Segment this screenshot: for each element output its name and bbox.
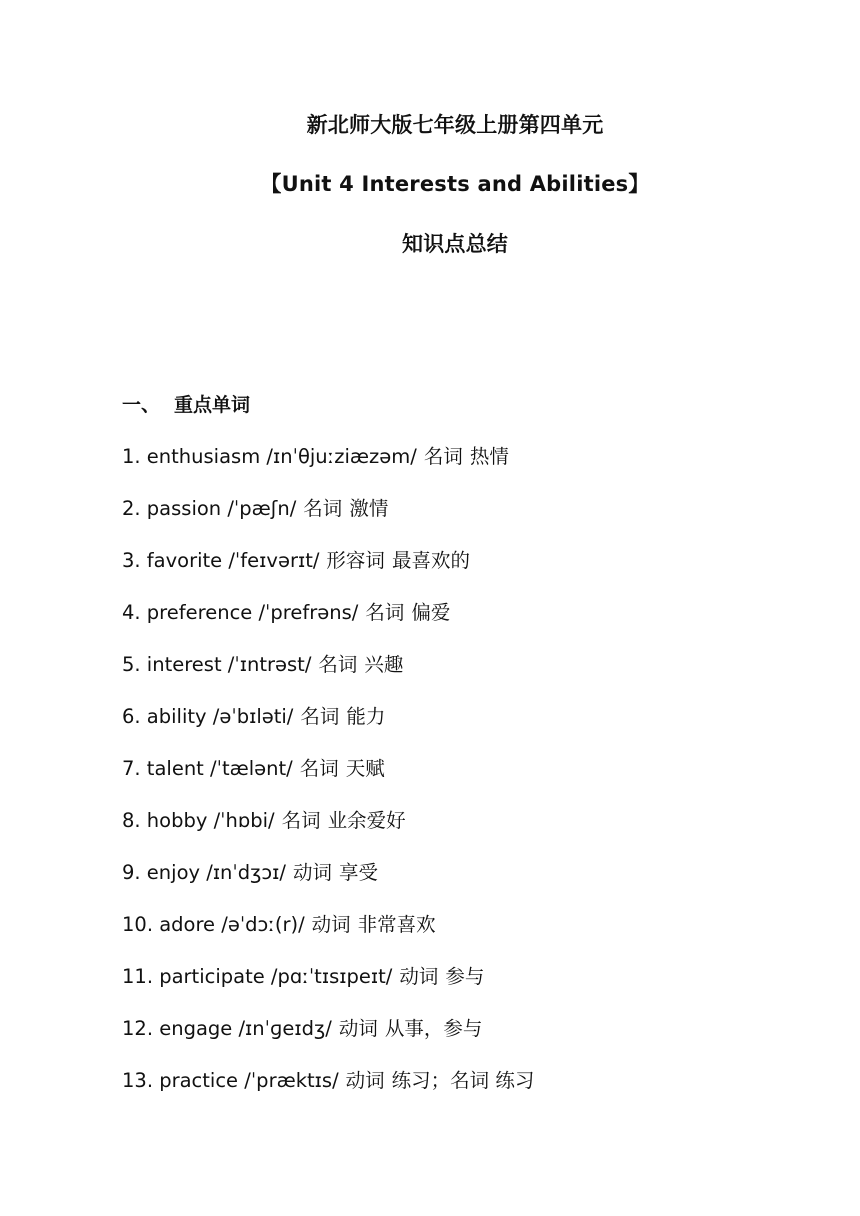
word-entry: 13. practice /ˈpræktɪs/: [122, 1069, 339, 1092]
word-entry: 9. enjoy /ɪnˈdʒɔɪ/: [122, 861, 286, 884]
part-of-speech: 名词: [303, 497, 343, 520]
vocabulary-item: [122, 1015, 534, 1067]
word-meaning: 兴趣: [364, 653, 404, 676]
vocabulary-item: [122, 859, 534, 911]
word-meaning: 能力: [346, 705, 386, 728]
vocabulary-item: [122, 755, 534, 807]
document-subtitle: 知识点总结: [402, 232, 508, 256]
unit-title: 【Unit 4 Interests and Abilities】: [260, 172, 650, 196]
word-entry: 8. hobby /ˈhɒbi/: [122, 809, 275, 832]
section-number: 一、: [122, 394, 161, 416]
part-of-speech: 动词: [292, 861, 332, 884]
part-of-speech: 形容词: [326, 549, 385, 572]
vocabulary-item: [122, 443, 534, 495]
vocabulary-item: [122, 807, 534, 859]
word-entry: 5. interest /ˈɪntrəst/: [122, 653, 312, 676]
word-entry: 7. talent /ˈtælənt/: [122, 757, 293, 780]
word-meaning: 最喜欢的: [391, 549, 470, 572]
vocabulary-item: [122, 651, 534, 703]
vocabulary-item: [122, 911, 534, 963]
word-entry: 10. adore /əˈdɔː(r)/: [122, 913, 305, 936]
part-of-speech: 名词: [299, 757, 339, 780]
vocabulary-list: [122, 443, 534, 1119]
word-entry: 1. enthusiasm /ɪnˈθjuːziæzəm/: [122, 445, 417, 468]
part-of-speech: 名词: [300, 705, 340, 728]
vocabulary-item: [122, 599, 534, 651]
word-meaning: 从事，参与: [384, 1017, 483, 1040]
word-meaning: 偏爱: [411, 601, 451, 624]
part-of-speech: 名词: [423, 445, 463, 468]
word-entry: 12. engage /ɪnˈɡeɪdʒ/: [122, 1017, 332, 1040]
vocabulary-item: [122, 495, 534, 547]
section-title: 重点单词: [174, 394, 251, 416]
part-of-speech: 动词: [311, 913, 351, 936]
word-entry: 3. favorite /ˈfeɪvərɪt/: [122, 549, 320, 572]
word-meaning: 天赋: [345, 757, 385, 780]
part-of-speech: 名词: [318, 653, 358, 676]
word-entry: 11. participate /pɑːˈtɪsɪpeɪt/: [122, 965, 393, 988]
word-meaning: 业余爱好: [327, 809, 406, 832]
word-meaning: 激情: [349, 497, 389, 520]
part-of-speech: 名词: [281, 809, 321, 832]
part-of-speech: 动词: [345, 1069, 385, 1092]
vocabulary-item: [122, 963, 534, 1015]
vocabulary-item: [122, 547, 534, 599]
document-title: 新北师大版七年级上册第四单元: [306, 113, 604, 137]
word-meaning: 热情: [469, 445, 509, 468]
part-of-speech: 动词: [399, 965, 439, 988]
section-heading: [122, 391, 250, 419]
word-entry: 2. passion /ˈpæʃn/: [122, 497, 297, 520]
vocabulary-item: [122, 1067, 534, 1119]
word-meaning: 练习；名词 练习: [391, 1069, 535, 1092]
word-meaning: 非常喜欢: [357, 913, 436, 936]
vocabulary-item: [122, 703, 534, 755]
part-of-speech: 名词: [365, 601, 405, 624]
part-of-speech: 动词: [338, 1017, 378, 1040]
word-entry: 4. preference /ˈprefrəns/: [122, 601, 359, 624]
word-meaning: 享受: [338, 861, 378, 884]
word-entry: 6. ability /əˈbɪləti/: [122, 705, 294, 728]
word-meaning: 参与: [445, 965, 485, 988]
